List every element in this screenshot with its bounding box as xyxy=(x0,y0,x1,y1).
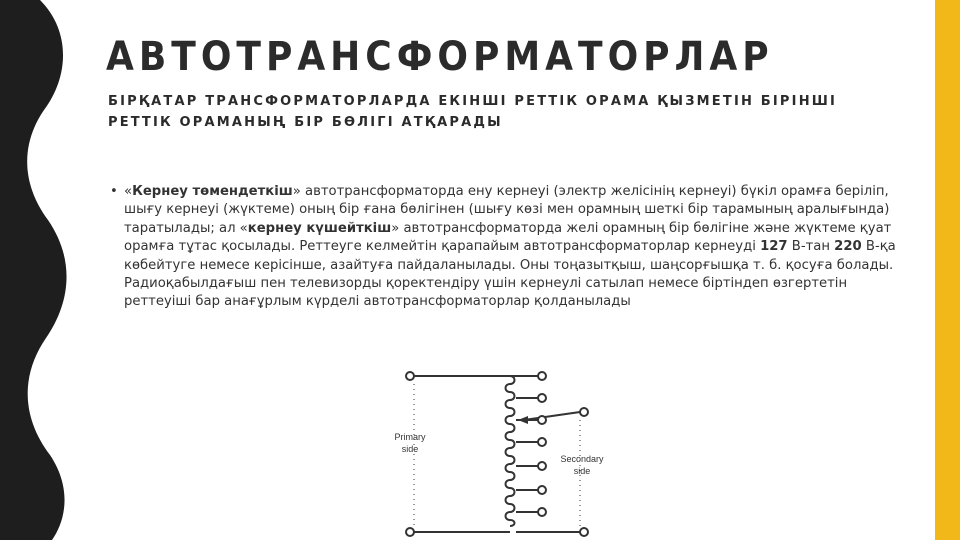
tap-terminal xyxy=(538,462,546,470)
tap-terminal xyxy=(538,416,546,424)
text-segment: » автотрансформаторда ену кернеуі (электр желісінің кернеуі) бүкіл орамға беріліп, шығу кернеуі (жүктеме) оның бір ғана бөлігінен (шығу көзі мен орамның шеткі бір тарамының аралығында) таратылады; ал « xyxy=(124,184,890,236)
tap-terminal xyxy=(538,486,546,494)
page-title: АВТОТРАНСФОРМАТОРЛАР xyxy=(106,34,774,80)
text-segment: В-қа көбейтуге немесе керісінше, азайтуға пайдаланылады. Оны тоңазытқыш, шаңсорғышқа т. б. қосуға болады. Радиоқабылдағыш пен телевизорды қоректендіру үшін кернеулі сатылап немесе біртіндеп өзгертетін реттеуіші бар анағұрлым күрделі автотрансформаторлар қолданылады xyxy=(124,239,896,310)
tap-terminal xyxy=(538,394,546,402)
text-segment: » автотрансформаторда желі орамның бір бөлігіне және жүктеме қуат орамға тұтас қосылады. Реттеуге келмейтін қарапайым автотрансформаторлар кернеуді xyxy=(124,220,892,255)
secondary-side-label-line2: side xyxy=(573,466,591,476)
coil-winding xyxy=(506,376,515,526)
body-paragraph xyxy=(110,183,910,312)
terminal-primary-top xyxy=(406,372,414,380)
term-voltage-step-up: кернеу күшейткіш xyxy=(247,220,392,236)
terminal-primary-bottom xyxy=(406,528,414,536)
bullet-item xyxy=(110,183,910,312)
primary-side-label-line1: Primary xyxy=(394,432,426,442)
accent-bar xyxy=(935,0,960,540)
tap-terminal xyxy=(538,372,546,380)
bullet-marker: • xyxy=(110,184,118,199)
secondary-side-label-line1: Secondary xyxy=(560,454,604,464)
terminal-secondary-top xyxy=(580,408,588,416)
terminal-secondary-bottom xyxy=(580,528,588,536)
tap-terminal xyxy=(538,438,546,446)
left-decorative-edge xyxy=(0,0,75,540)
page-subtitle: БІРҚАТАР ТРАНСФОРМАТОРЛАРДА ЕКІНШІ РЕТТІК ОРАМА ҚЫЗМЕТІН БІРІНШІ РЕТТІК ОРАМАНЫҢ БІР БӨЛІГІ АТҚАРАДЫ xyxy=(108,94,838,130)
value-220: 220 xyxy=(834,239,862,255)
term-voltage-step-down: Кернеу төмендеткіш xyxy=(132,184,293,199)
text-segment: В-тан xyxy=(787,239,835,255)
primary-side-label-line2: side xyxy=(401,444,419,454)
tap-terminal xyxy=(538,508,546,516)
text-segment: « xyxy=(124,184,133,199)
value-127: 127 xyxy=(760,239,788,255)
autotransformer-diagram xyxy=(390,362,640,540)
